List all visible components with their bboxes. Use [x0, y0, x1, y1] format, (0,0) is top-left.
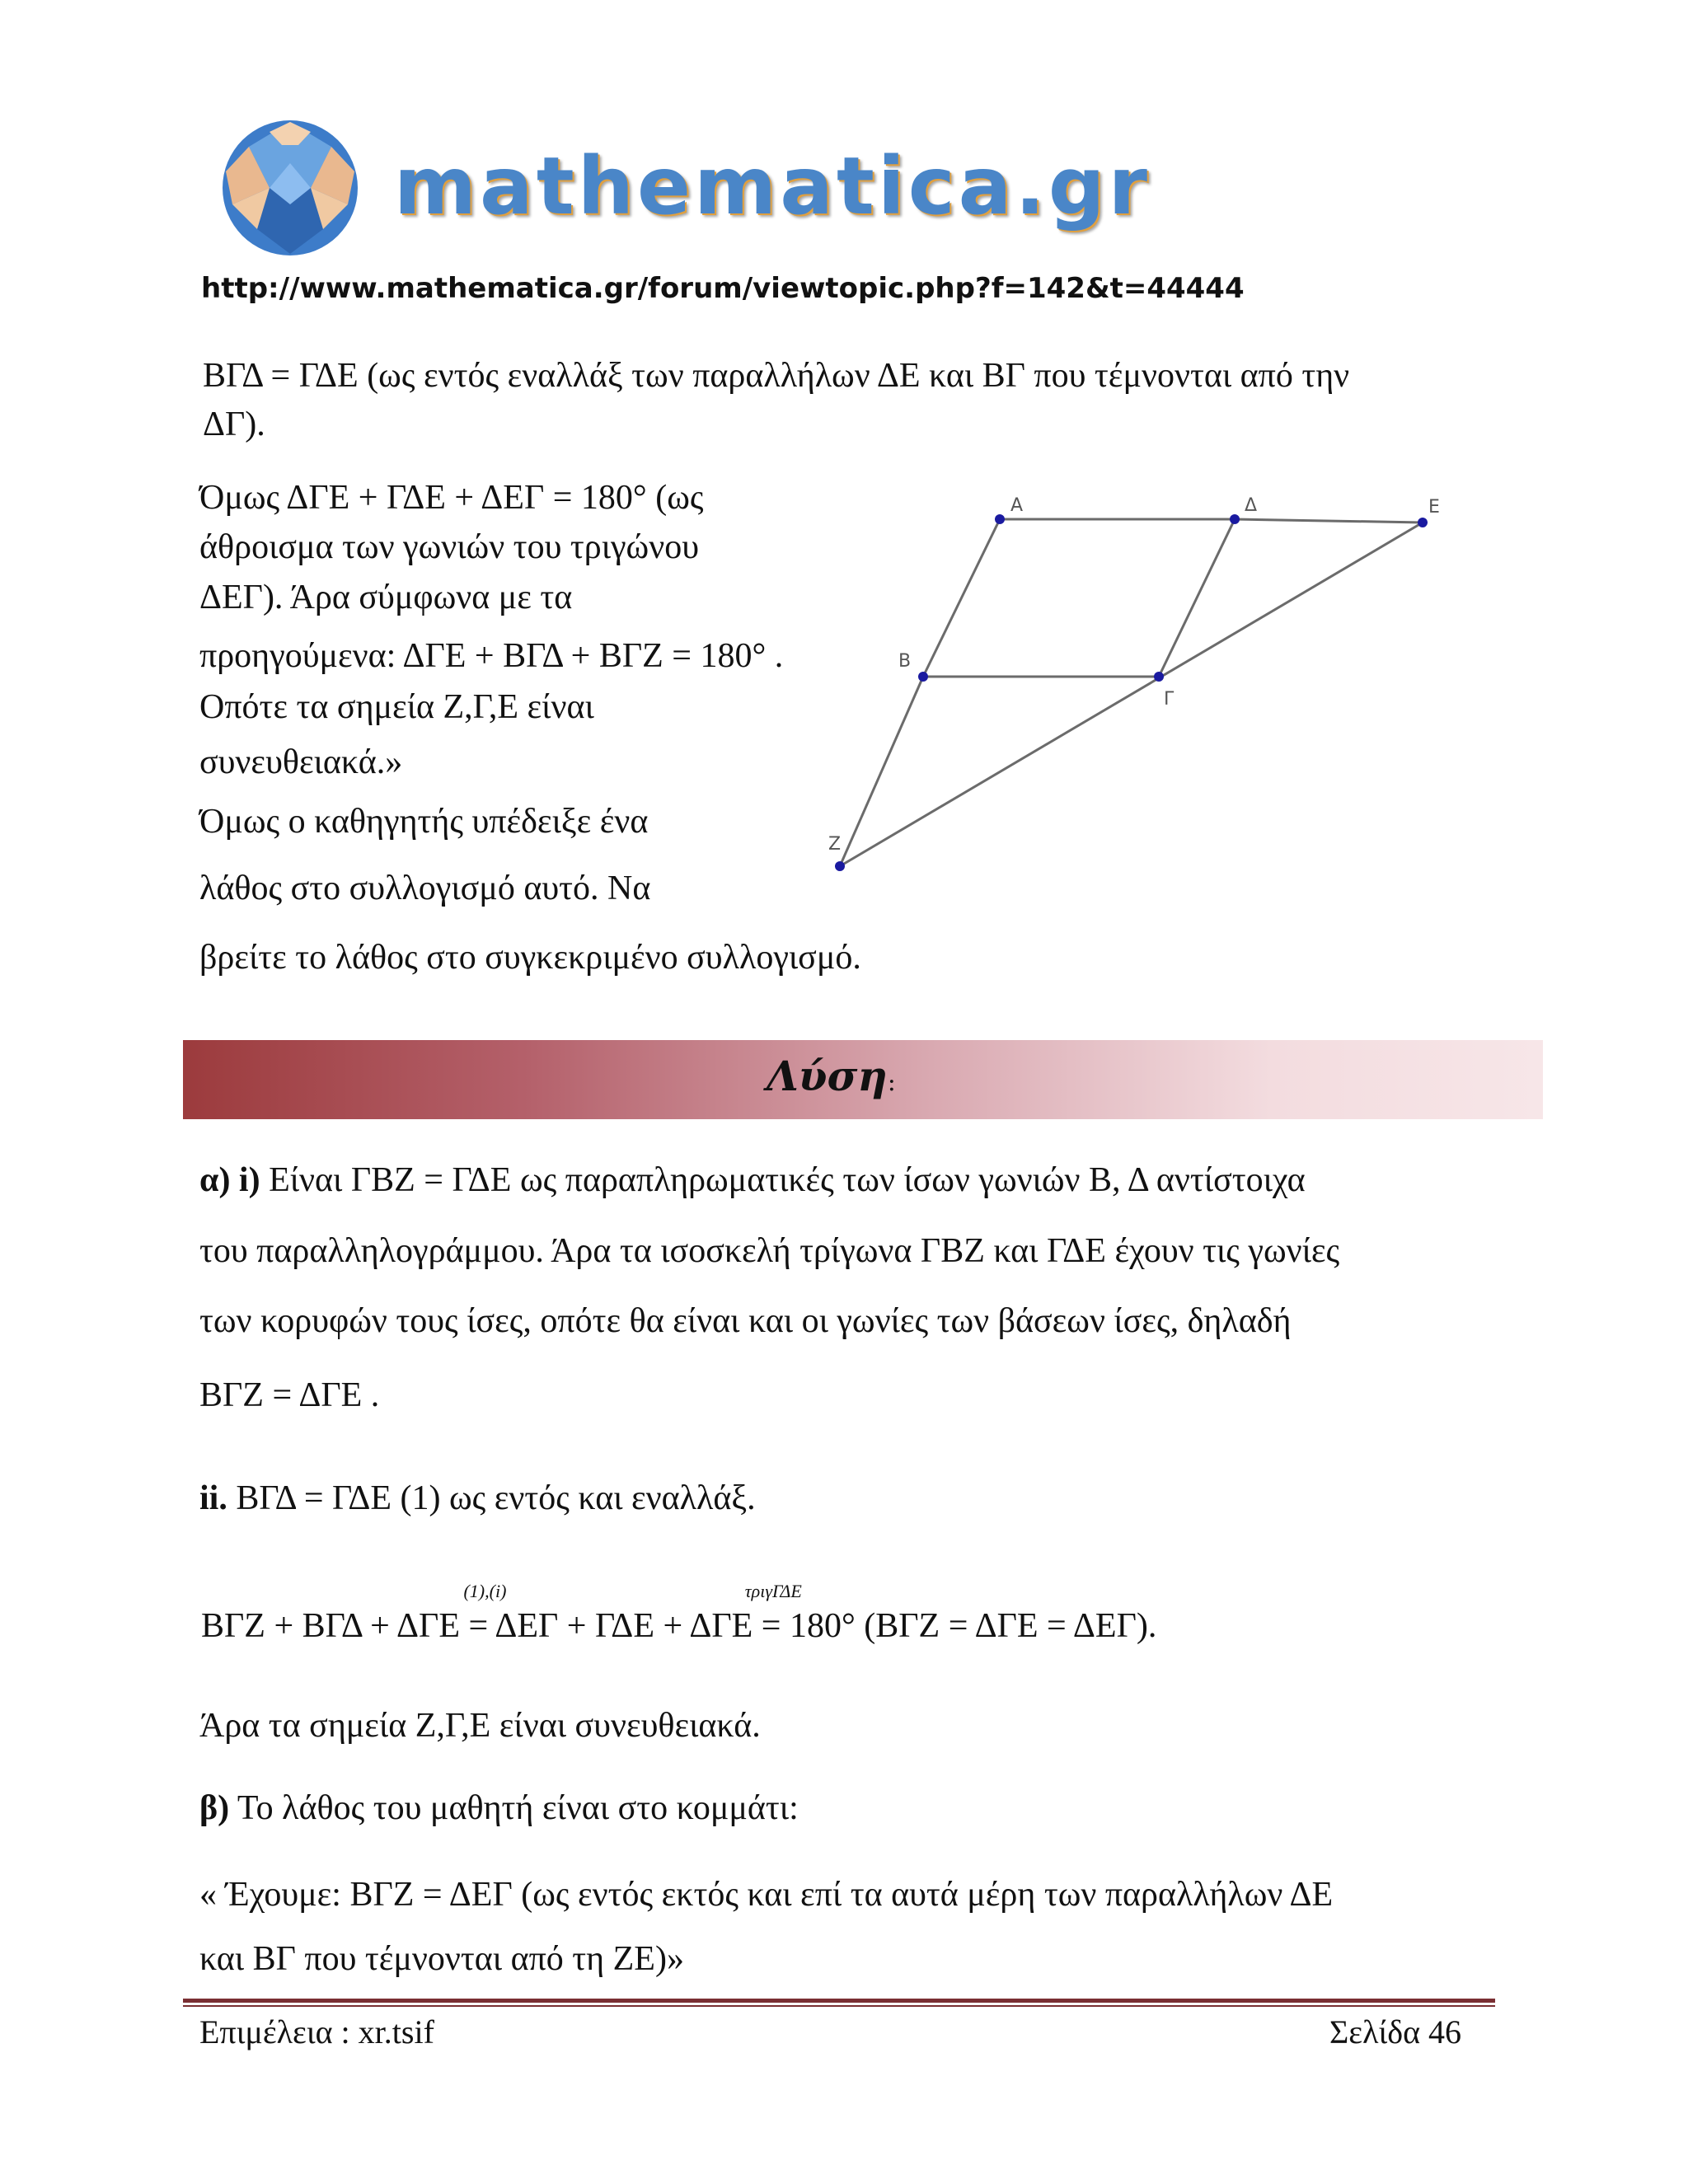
label-A: A: [1010, 495, 1024, 516]
label-B: Β: [898, 651, 912, 672]
footer-author: Επιμέλεια : xr.tsif: [199, 2013, 434, 2050]
equation-annotation-1: (1),(i): [463, 1581, 507, 1601]
site-logo: [216, 114, 364, 262]
footer-rule: [183, 1999, 1495, 2003]
point-D: [1230, 514, 1240, 524]
equation-part-2: = ΔΕΓ + ΓΔΕ + ΔΓΕ: [468, 1607, 762, 1645]
point-B: [918, 672, 928, 682]
solution-a-line-1: [199, 1163, 1306, 1197]
problem-left-line-4: προηγούμενα: ΔΓΕ + ΒΓΔ + ΒΓΖ = 180° .: [199, 637, 784, 675]
label-G: Γ: [1164, 689, 1175, 710]
label-Z: Ζ: [828, 834, 842, 855]
problem-left-line-7: Όμως ο καθηγητής υπέδειξε ένα: [199, 803, 649, 841]
segment-AB: [923, 519, 1000, 677]
logo-text: mathematica.gr: [394, 140, 1151, 232]
solution-a-line-2: του παραλληλογράμμου. Άρα τα ισοσκελή τρίγωνα ΓΒΖ και ΓΔΕ έχουν τις γωνίες: [199, 1232, 1340, 1270]
equation-part-3: = 180° (ΒΓΖ = ΔΓΕ = ΔΕΓ).: [761, 1607, 1157, 1645]
part-a-text: Είναι ΓΒΖ = ΓΔΕ ως παραπληρωματικές των ίσων γωνιών Β, Δ αντίστοιχα: [269, 1161, 1306, 1199]
point-A: [995, 514, 1005, 524]
solution-ii-line: [199, 1481, 756, 1516]
geometry-figure: [816, 482, 1442, 886]
part-ii-label: ii.: [199, 1479, 227, 1517]
point-Z: [835, 861, 845, 871]
part-ii-text: ΒΓΔ = ΓΔΕ (1) ως εντός και εναλλάξ.: [236, 1479, 756, 1517]
problem-left-line-5: Οπότε τα σημεία Ζ,Γ,Ε είναι: [199, 688, 594, 726]
problem-left-line-2: άθροισμα των γωνιών του τριγώνου: [199, 528, 699, 566]
solution-quote-line-2: και ΒΓ που τέμνονται από τη ΖΕ)»: [199, 1940, 684, 1978]
solution-quote-line-1: « Έχουμε: ΒΓΖ = ΔΕΓ (ως εντός εκτός και επί τα αυτά μέρη των παραλλήλων ΔΕ: [199, 1876, 1334, 1914]
point-G: [1154, 672, 1164, 682]
footer-page-number: Σελίδα 46: [1329, 2013, 1462, 2050]
segment-DE: [1235, 519, 1423, 523]
source-url-link[interactable]: http://www.mathematica.gr/forum/viewtopic.php?f=142&t=44444: [201, 272, 1245, 305]
point-E: [1418, 518, 1428, 527]
problem-left-line-1: Όμως ΔΓΕ + ΓΔΕ + ΔΕΓ = 180° (ως: [199, 479, 704, 517]
label-D: Δ: [1245, 495, 1258, 516]
problem-left-line-8: λάθος στο συλλογισμό αυτό. Να: [199, 869, 651, 907]
problem-left-line-9: βρείτε το λάθος στο συγκεκριμένο συλλογισμό.: [199, 939, 861, 977]
problem-left-line-3: ΔΕΓ). Άρα σύμφωνα με τα: [199, 579, 573, 616]
problem-line-1: ΒΓΔ = ΓΔΕ (ως εντός εναλλάξ των παραλλήλων ΔΕ και ΒΓ που τέμνονται από την: [203, 357, 1350, 395]
solution-conclusion: Άρα τα σημεία Ζ,Γ,Ε είναι συνευθειακά.: [199, 1707, 761, 1745]
part-a-label: α) i): [199, 1161, 260, 1199]
solution-a-line-4: ΒΓΖ = ΔΓΕ .: [199, 1376, 380, 1414]
solution-title: [767, 1052, 896, 1100]
footer-rule-thin: [183, 2005, 1495, 2007]
equation-annotation-2: τριγΓΔΕ: [744, 1581, 802, 1601]
solution-title-text: Λύση: [767, 1052, 888, 1100]
polyhedron-logo-icon: [216, 114, 364, 262]
problem-left-line-6: συνευθειακά.»: [199, 743, 403, 781]
part-b-text: Το λάθος του μαθητή είναι στο κομμάτι:: [229, 1789, 799, 1827]
solution-b-line: [199, 1791, 799, 1825]
label-E: Ε: [1428, 497, 1440, 518]
segment-DG: [1159, 519, 1235, 677]
segment-BZ: [840, 677, 923, 866]
part-b-label: β): [199, 1789, 230, 1827]
solution-equation: [201, 1581, 1157, 1645]
solution-title-colon: :: [887, 1068, 896, 1097]
solution-a-line-3: των κορυφών τους ίσες, οπότε θα είναι και οι γωνίες των βάσεων ίσες, δηλαδή: [199, 1302, 1292, 1340]
problem-line-2: ΔΓ).: [203, 405, 265, 443]
equation-part-1: ΒΓΖ + ΒΓΔ + ΔΓΕ: [201, 1607, 469, 1645]
segment-EZ: [840, 523, 1423, 866]
